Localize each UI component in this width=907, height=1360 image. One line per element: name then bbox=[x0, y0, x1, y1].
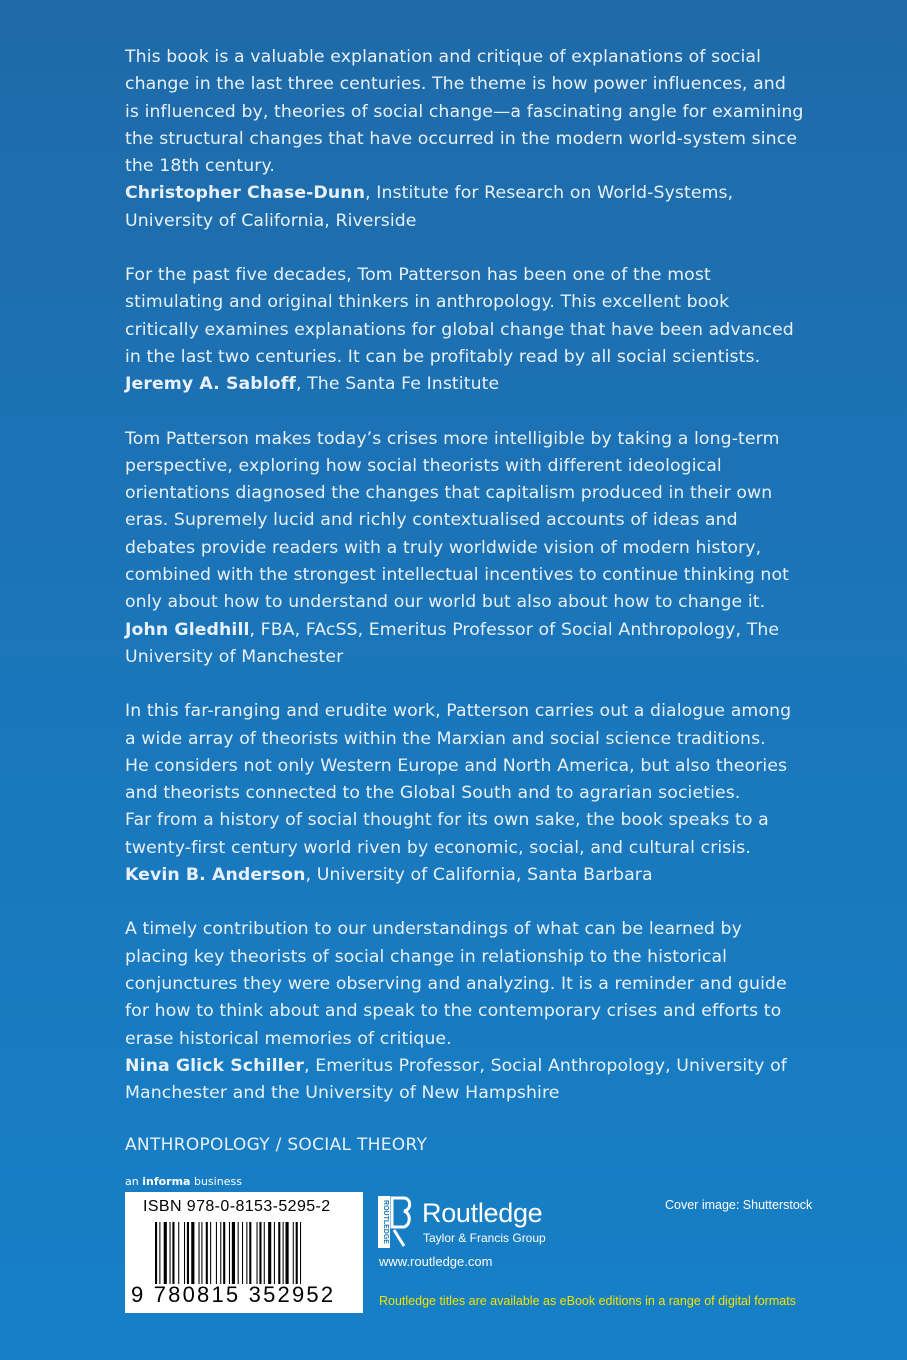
reviewer-affiliation: Manchester and the University of New Hampshire bbox=[125, 1083, 560, 1104]
review-line: He considers not only Western Europe and North America, but also theories bbox=[125, 755, 788, 776]
barcode-bar bbox=[199, 1222, 200, 1284]
review-line: debates provide readers with a truly worldwide vision of modern history, bbox=[125, 537, 762, 558]
reviewer-affiliation: , University of California, Santa Barbara bbox=[305, 865, 653, 886]
barcode-bar bbox=[232, 1222, 235, 1284]
reviewer-affiliation: University of California, Riverside bbox=[125, 210, 417, 231]
review-credit bbox=[125, 180, 805, 207]
barcode-bar bbox=[268, 1222, 271, 1284]
review-line: combined with the strongest intellectual incentives to continue thinking not bbox=[125, 565, 790, 586]
reviewer-name: Christopher Chase-Dunn bbox=[125, 183, 366, 204]
vertical-mark-text: ROUTLEDGE bbox=[382, 1200, 389, 1244]
review-line: orientations diagnosed the changes that capitalism produced in their own bbox=[125, 483, 773, 504]
review-line: twenty-first century world riven by economic, social, and cultural crisis. bbox=[125, 837, 752, 858]
barcode-bars bbox=[155, 1222, 355, 1284]
barcode-bar bbox=[257, 1222, 258, 1284]
publisher-name: Routledge bbox=[422, 1198, 543, 1228]
reviewer-affiliation: , The Santa Fe Institute bbox=[295, 374, 500, 395]
barcode-bar bbox=[242, 1222, 243, 1284]
review-line: in the last two centuries. It can be profitably read by all social scientists. bbox=[125, 346, 761, 367]
barcode-bar bbox=[191, 1222, 194, 1284]
review-line: Tom Patterson makes today’s crises more intelligible by taking a long-term bbox=[125, 428, 780, 449]
reviewer-name: Jeremy A. Sabloff bbox=[125, 374, 296, 395]
barcode-bar bbox=[206, 1222, 208, 1284]
barcode-bar bbox=[220, 1222, 221, 1284]
review-line: critically examines explanations for global change that have been advanced bbox=[125, 319, 794, 340]
isbn-label: ISBN 978-0-8153-5295-2 bbox=[143, 1198, 331, 1215]
cover-image-credit: Cover image: Shutterstock bbox=[665, 1198, 813, 1212]
isbn-barcode bbox=[125, 1192, 363, 1313]
barcode-bar bbox=[259, 1222, 261, 1284]
review-line: For the past five decades, Tom Patterson has been one of the most bbox=[125, 265, 711, 286]
review-3 bbox=[125, 426, 805, 672]
review-credit bbox=[125, 1053, 805, 1080]
review-credit bbox=[125, 862, 805, 889]
barcode-bar bbox=[172, 1222, 174, 1284]
informa-brand: informa bbox=[142, 1175, 191, 1188]
barcode-bar bbox=[264, 1222, 265, 1284]
barcode-bar bbox=[184, 1222, 185, 1284]
reviewer-name: John Gledhill bbox=[125, 619, 250, 640]
reviewer-affiliation: University of Manchester bbox=[125, 646, 344, 667]
barcode-bar bbox=[249, 1222, 251, 1284]
review-line: eras. Supremely lucid and richly contextualised accounts of ideas and bbox=[125, 510, 738, 531]
barcode-bar bbox=[155, 1222, 157, 1284]
barcode-bar bbox=[216, 1222, 217, 1284]
barcode-bar bbox=[238, 1222, 239, 1284]
review-line: the structural changes that have occurred in the modern world-system since bbox=[125, 128, 798, 149]
informa-suffix: business bbox=[190, 1175, 242, 1188]
review-line: for how to think about and speak to the contemporary crises and efforts to bbox=[125, 1001, 782, 1022]
review-line: A timely contribution to our understandings of what can be learned by bbox=[125, 919, 742, 940]
reviewer-name: Kevin B. Anderson bbox=[125, 865, 306, 886]
barcode-bar bbox=[278, 1222, 280, 1284]
barcode-bar bbox=[300, 1222, 301, 1284]
review-line: conjunctures they were observing and analyzing. It is a reminder and guide bbox=[125, 973, 787, 994]
review-5 bbox=[125, 916, 805, 1107]
barcode-bar bbox=[210, 1222, 211, 1284]
review-line: the 18th century. bbox=[125, 156, 275, 177]
barcode-bar bbox=[283, 1222, 284, 1284]
routledge-mark-icon bbox=[378, 1196, 412, 1248]
barcode-bar bbox=[187, 1222, 189, 1284]
review-line: stimulating and original thinkers in anthropology. This excellent book bbox=[125, 292, 730, 313]
barcode-bar bbox=[164, 1222, 167, 1284]
barcode-bar bbox=[274, 1222, 275, 1284]
reviewer-name: Nina Glick Schiller bbox=[125, 1055, 305, 1076]
review-line: is influenced by, theories of social change—a fascinating angle for examining bbox=[125, 101, 804, 122]
review-line: and theorists connected to the Global South and to agrarian societies. bbox=[125, 783, 741, 804]
publisher-group: Taylor & Francis Group bbox=[423, 1231, 546, 1245]
barcode-bar bbox=[178, 1222, 179, 1284]
barcode-bar bbox=[293, 1222, 294, 1284]
review-line: erase historical memories of critique. bbox=[125, 1028, 452, 1049]
barcode-bar bbox=[159, 1222, 160, 1284]
review-line: Far from a history of social thought for its own sake, the book speaks to a bbox=[125, 810, 769, 831]
subject-category: ANTHROPOLOGY / SOCIAL THEORY bbox=[125, 1135, 428, 1155]
publisher-website[interactable]: www.routledge.com bbox=[379, 1254, 493, 1269]
review-line: a wide array of theorists within the Marxian and social science traditions. bbox=[125, 728, 766, 749]
barcode-bar bbox=[201, 1222, 202, 1284]
review-1 bbox=[125, 44, 805, 235]
review-line: perspective, exploring how social theorists with different ideological bbox=[125, 455, 722, 476]
review-4 bbox=[125, 698, 805, 889]
review-credit bbox=[125, 371, 805, 398]
review-line: only about how to understand our world but also about how to change it. bbox=[125, 592, 766, 613]
review-credit bbox=[125, 617, 805, 644]
barcode-bar bbox=[170, 1222, 171, 1284]
barcode-digits: 9 780815 352952 bbox=[131, 1282, 336, 1307]
review-2 bbox=[125, 262, 805, 398]
reviewer-affiliation: , Institute for Research on World-Systems, bbox=[365, 183, 734, 204]
review-line: change in the last three centuries. The theme is how power influences, and bbox=[125, 74, 786, 95]
barcode-bar bbox=[296, 1222, 298, 1284]
ebook-note: Routledge titles are available as eBook editions in a range of digital formats bbox=[379, 1294, 796, 1308]
reviewer-affiliation: , Emeritus Professor, Social Anthropology, University of bbox=[304, 1055, 787, 1076]
barcode-bar bbox=[246, 1222, 247, 1284]
informa-prefix: an bbox=[125, 1175, 143, 1188]
barcode-bar bbox=[229, 1222, 230, 1284]
barcode-bar bbox=[286, 1222, 289, 1284]
review-line: This book is a valuable explanation and critique of explanations of social bbox=[125, 47, 761, 67]
informa-tagline bbox=[125, 1175, 242, 1188]
barcode-bar bbox=[223, 1222, 225, 1284]
review-line: placing key theorists of social change in relationship to the historical bbox=[125, 946, 728, 967]
review-line: In this far-ranging and erudite work, Patterson carries out a dialogue among bbox=[125, 701, 792, 722]
reviews bbox=[125, 44, 805, 1134]
reviewer-affiliation: , FBA, FAcSS, Emeritus Professor of Social Anthropology, The bbox=[249, 619, 780, 640]
